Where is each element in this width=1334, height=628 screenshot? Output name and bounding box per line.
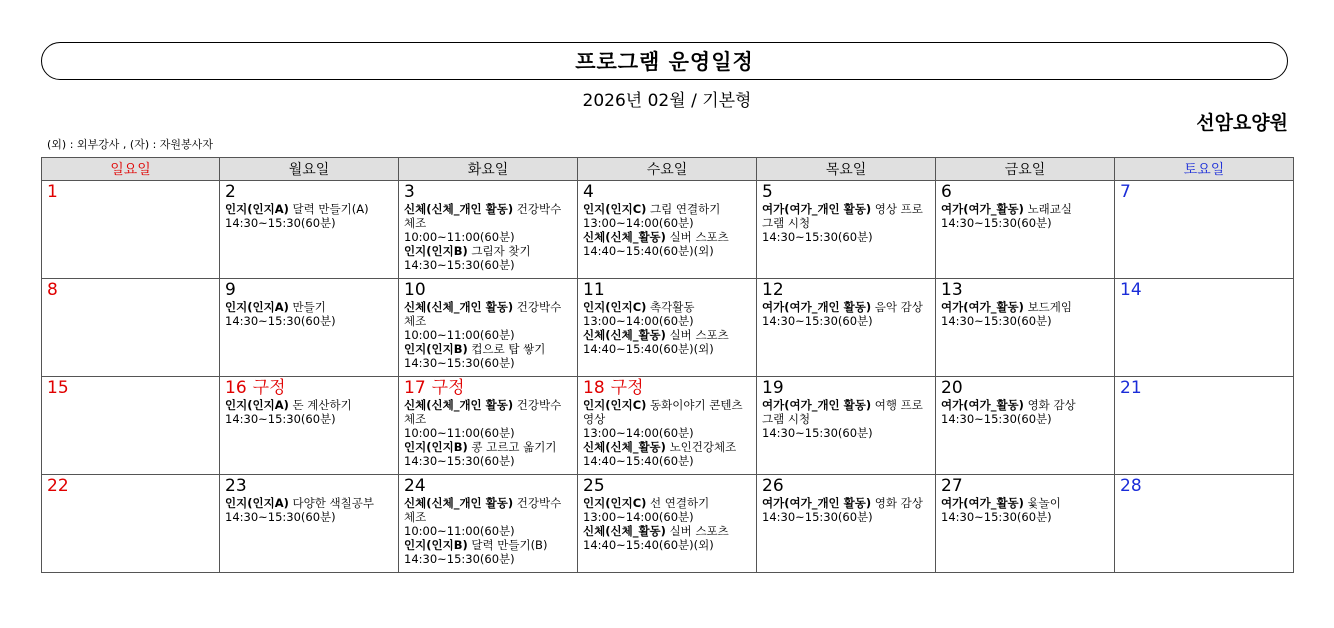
- program-event: [404, 202, 572, 244]
- calendar-table: [41, 157, 1294, 573]
- day-number-value: 9: [225, 280, 236, 300]
- holiday-label: 구정: [252, 378, 286, 398]
- day-number-value: 12: [762, 280, 784, 300]
- program-event: [225, 398, 393, 426]
- event-time: 14:40~15:40(60분)(외): [583, 538, 714, 552]
- day-cell: [578, 475, 757, 573]
- event-time: 10:00~11:00(60분): [404, 426, 515, 440]
- day-number: [225, 379, 393, 398]
- event-category: 여가(여가_개인 활동): [762, 300, 872, 314]
- event-name: 돈 계산하기: [292, 398, 352, 412]
- weekday-header-sat: 토요일: [1115, 158, 1294, 181]
- day-number: [404, 379, 572, 398]
- day-number-value: 23: [225, 476, 247, 496]
- event-name: 실버 스포츠: [669, 328, 729, 342]
- program-event: [404, 440, 572, 468]
- day-cell: [42, 181, 220, 279]
- day-cell: [578, 181, 757, 279]
- day-cell: [220, 377, 399, 475]
- program-event: [583, 230, 751, 258]
- event-time: 10:00~11:00(60분): [404, 328, 515, 342]
- event-time: 14:40~15:40(60분)(외): [583, 342, 714, 356]
- program-event: [762, 398, 930, 440]
- day-number-value: 17: [404, 378, 426, 398]
- week-row: [42, 377, 1294, 475]
- day-number-value: 28: [1120, 476, 1142, 496]
- event-category: 신체(신체_활동): [583, 230, 666, 244]
- event-time: 14:30~15:30(60분): [404, 454, 515, 468]
- week-row: [42, 181, 1294, 279]
- event-name: 노래교실: [1027, 202, 1073, 216]
- event-category: 인지(인지A): [225, 398, 289, 412]
- day-number: [225, 281, 393, 300]
- event-time: 10:00~11:00(60분): [404, 230, 515, 244]
- day-number: [1120, 379, 1288, 398]
- event-name: 노인건강체조: [669, 440, 737, 454]
- day-number: [583, 183, 751, 202]
- day-cell: [1115, 279, 1294, 377]
- day-number: [404, 183, 572, 202]
- event-category: 인지(인지C): [583, 300, 647, 314]
- day-number-value: 26: [762, 476, 784, 496]
- event-category: 인지(인지A): [225, 202, 289, 216]
- page-title-box: [41, 42, 1288, 80]
- event-name: 음악 감상: [874, 300, 923, 314]
- week-row: [42, 475, 1294, 573]
- program-event: [404, 398, 572, 440]
- event-category: 여가(여가_활동): [941, 496, 1024, 510]
- event-time: 14:30~15:30(60분): [225, 216, 336, 230]
- day-cell: [936, 475, 1115, 573]
- program-event: [762, 496, 930, 524]
- event-name: 다양한 색칠공부: [292, 496, 374, 510]
- day-cell: [220, 279, 399, 377]
- event-name: 보드게임: [1027, 300, 1073, 314]
- program-event: [583, 440, 751, 468]
- event-name: 동화이야기 콘텐츠영상: [583, 398, 743, 426]
- program-event: [583, 496, 751, 524]
- weekday-header-thu: 목요일: [757, 158, 936, 181]
- event-name: 콩 고르고 옮기기: [471, 440, 557, 454]
- day-number: [1120, 477, 1288, 496]
- day-number: [225, 183, 393, 202]
- event-category: 인지(인지B): [404, 440, 468, 454]
- event-name: 건강박수 체조: [404, 398, 562, 426]
- day-number: [1120, 183, 1288, 202]
- event-time: 13:00~14:00(60분): [583, 426, 694, 440]
- program-event: [583, 524, 751, 552]
- weekday-header-mon: 월요일: [220, 158, 399, 181]
- event-name: 그림자 찾기: [471, 244, 531, 258]
- day-number-value: 5: [762, 182, 773, 202]
- event-category: 신체(신체_개인 활동): [404, 300, 514, 314]
- event-name: 컵으로 탑 쌓기: [471, 342, 546, 356]
- day-number: [1120, 281, 1288, 300]
- event-name: 건강박수 체조: [404, 202, 562, 230]
- day-number-value: 13: [941, 280, 963, 300]
- day-number: [404, 477, 572, 496]
- day-number: [583, 281, 751, 300]
- program-event: [762, 202, 930, 244]
- event-category: 인지(인지B): [404, 244, 468, 258]
- day-cell: [220, 181, 399, 279]
- organization-name: 선암요양원: [1196, 112, 1288, 134]
- holiday-label: 구정: [610, 378, 644, 398]
- day-cell: [757, 181, 936, 279]
- day-number: [583, 477, 751, 496]
- day-number-value: 1: [47, 182, 58, 202]
- day-number-value: 16: [225, 378, 247, 398]
- program-event: [404, 244, 572, 272]
- event-time: 14:40~15:40(60분): [583, 454, 694, 468]
- program-event: [404, 342, 572, 370]
- weekday-header-sun: 일요일: [42, 158, 220, 181]
- week-row: [42, 279, 1294, 377]
- event-time: 14:30~15:30(60분): [762, 426, 873, 440]
- event-category: 인지(인지C): [583, 202, 647, 216]
- event-category: 여가(여가_활동): [941, 202, 1024, 216]
- event-name: 여행 프로그램 시청: [762, 398, 923, 426]
- event-time: 14:30~15:30(60분): [225, 412, 336, 426]
- event-name: 영화 감상: [874, 496, 923, 510]
- event-category: 여가(여가_개인 활동): [762, 202, 872, 216]
- event-time: 14:30~15:30(60분): [941, 314, 1052, 328]
- program-event: [583, 300, 751, 328]
- program-event: [941, 496, 1109, 524]
- day-number-value: 14: [1120, 280, 1142, 300]
- program-event: [225, 300, 393, 328]
- day-cell: [757, 279, 936, 377]
- day-number: [404, 281, 572, 300]
- day-number: [47, 183, 214, 202]
- program-event: [225, 202, 393, 230]
- event-name: 달력 만들기(A): [292, 202, 369, 216]
- day-number: [225, 477, 393, 496]
- weekday-header-tue: 화요일: [399, 158, 578, 181]
- day-cell: [936, 181, 1115, 279]
- event-category: 인지(인지B): [404, 538, 468, 552]
- day-cell: [399, 377, 578, 475]
- day-number-value: 27: [941, 476, 963, 496]
- day-number-value: 8: [47, 280, 58, 300]
- program-event: [404, 300, 572, 342]
- day-number-value: 25: [583, 476, 605, 496]
- day-cell: [1115, 181, 1294, 279]
- day-number-value: 19: [762, 378, 784, 398]
- day-number: [762, 281, 930, 300]
- program-event: [225, 496, 393, 524]
- day-cell: [399, 475, 578, 573]
- day-cell: [936, 279, 1115, 377]
- program-event: [404, 538, 572, 566]
- event-category: 인지(인지B): [404, 342, 468, 356]
- event-name: 달력 만들기(B): [471, 538, 548, 552]
- program-event: [941, 202, 1109, 230]
- day-number: [762, 477, 930, 496]
- day-cell: [399, 181, 578, 279]
- day-number: [762, 183, 930, 202]
- day-number-value: 24: [404, 476, 426, 496]
- event-time: 14:30~15:30(60분): [762, 230, 873, 244]
- day-number: [941, 183, 1109, 202]
- day-number-value: 4: [583, 182, 594, 202]
- day-number-value: 11: [583, 280, 605, 300]
- event-category: 신체(신체_개인 활동): [404, 398, 514, 412]
- day-cell: [936, 377, 1115, 475]
- program-event: [583, 398, 751, 440]
- event-time: 13:00~14:00(60분): [583, 216, 694, 230]
- event-time: 14:30~15:30(60분): [404, 356, 515, 370]
- event-time: 14:30~15:30(60분): [762, 510, 873, 524]
- event-name: 건강박수 체조: [404, 300, 562, 328]
- program-event: [941, 300, 1109, 328]
- program-event: [404, 496, 572, 538]
- legend-note: (외) : 외부강사 , (자) : 자원봉사자: [47, 138, 213, 151]
- weekday-header-fri: 금요일: [936, 158, 1115, 181]
- event-category: 인지(인지C): [583, 398, 647, 412]
- program-event: [583, 328, 751, 356]
- event-category: 신체(신체_개인 활동): [404, 202, 514, 216]
- calendar-body: [42, 181, 1294, 573]
- day-number: [47, 477, 214, 496]
- program-event: [762, 300, 930, 328]
- day-cell: [399, 279, 578, 377]
- day-number: [762, 379, 930, 398]
- day-number: [47, 281, 214, 300]
- day-number-value: 22: [47, 476, 69, 496]
- event-category: 신체(신체_활동): [583, 328, 666, 342]
- event-time: 14:30~15:30(60분): [225, 314, 336, 328]
- event-category: 신체(신체_활동): [583, 524, 666, 538]
- day-number-value: 21: [1120, 378, 1142, 398]
- event-category: 신체(신체_활동): [583, 440, 666, 454]
- program-event: [583, 202, 751, 230]
- day-number: [941, 379, 1109, 398]
- event-time: 14:30~15:30(60분): [941, 412, 1052, 426]
- event-time: 13:00~14:00(60분): [583, 314, 694, 328]
- day-number-value: 15: [47, 378, 69, 398]
- event-time: 14:40~15:40(60분)(외): [583, 244, 714, 258]
- day-cell: [578, 377, 757, 475]
- event-name: 실버 스포츠: [669, 230, 729, 244]
- event-time: 14:30~15:30(60분): [941, 510, 1052, 524]
- day-cell: [578, 279, 757, 377]
- page-title: 프로그램 운영일정: [575, 50, 754, 74]
- day-number-value: 3: [404, 182, 415, 202]
- event-name: 영화 감상: [1027, 398, 1076, 412]
- day-number: [583, 379, 751, 398]
- event-time: 14:30~15:30(60분): [404, 552, 515, 566]
- event-time: 13:00~14:00(60분): [583, 510, 694, 524]
- event-name: 윷놀이: [1027, 496, 1061, 510]
- event-name: 만들기: [292, 300, 326, 314]
- day-number: [941, 281, 1109, 300]
- program-event: [941, 398, 1109, 426]
- day-number: [47, 379, 214, 398]
- holiday-label: 구정: [431, 378, 465, 398]
- day-cell: [42, 279, 220, 377]
- event-category: 인지(인지A): [225, 496, 289, 510]
- event-category: 여가(여가_개인 활동): [762, 398, 872, 412]
- day-cell: [42, 377, 220, 475]
- weekday-header-row: [42, 158, 1294, 181]
- day-cell: [757, 475, 936, 573]
- event-category: 여가(여가_활동): [941, 300, 1024, 314]
- event-category: 신체(신체_개인 활동): [404, 496, 514, 510]
- event-time: 14:30~15:30(60분): [225, 510, 336, 524]
- event-name: 선 연결하기: [650, 496, 710, 510]
- event-name: 그림 연결하기: [650, 202, 721, 216]
- event-time: 14:30~15:30(60분): [404, 258, 515, 272]
- event-category: 여가(여가_개인 활동): [762, 496, 872, 510]
- event-category: 인지(인지A): [225, 300, 289, 314]
- day-number-value: 18: [583, 378, 605, 398]
- day-number-value: 20: [941, 378, 963, 398]
- schedule-subtitle: 2026년 02월 / 기본형: [582, 91, 752, 111]
- day-number-value: 6: [941, 182, 952, 202]
- event-name: 촉각활동: [650, 300, 695, 314]
- day-cell: [1115, 475, 1294, 573]
- event-time: 14:30~15:30(60분): [762, 314, 873, 328]
- day-number: [941, 477, 1109, 496]
- day-number-value: 7: [1120, 182, 1131, 202]
- event-name: 실버 스포츠: [669, 524, 729, 538]
- day-cell: [1115, 377, 1294, 475]
- day-number-value: 10: [404, 280, 426, 300]
- event-time: 10:00~11:00(60분): [404, 524, 515, 538]
- event-name: 건강박수 체조: [404, 496, 562, 524]
- day-cell: [42, 475, 220, 573]
- weekday-header-wed: 수요일: [578, 158, 757, 181]
- event-category: 여가(여가_활동): [941, 398, 1024, 412]
- event-time: 14:30~15:30(60분): [941, 216, 1052, 230]
- event-name: 영상 프로그램 시청: [762, 202, 923, 230]
- event-category: 인지(인지C): [583, 496, 647, 510]
- day-cell: [220, 475, 399, 573]
- day-number-value: 2: [225, 182, 236, 202]
- day-cell: [757, 377, 936, 475]
